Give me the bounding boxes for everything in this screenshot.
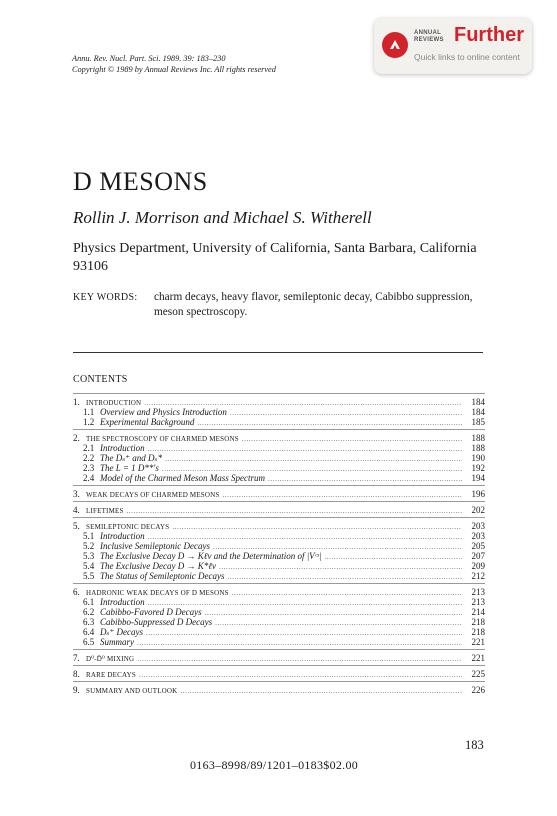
toc-section bbox=[73, 393, 485, 429]
toc-page: 185 bbox=[471, 417, 485, 427]
toc-label: WEAK DECAYS OF CHARMED MESONS bbox=[86, 491, 220, 499]
toc-page: 184 bbox=[471, 407, 485, 417]
toc-page: 221 bbox=[471, 637, 485, 647]
toc-label: INTRODUCTION bbox=[86, 399, 142, 407]
annual-reviews-logo-icon bbox=[382, 32, 408, 58]
copyright-code: 0163–8998/89/1201–0183$02.00 bbox=[190, 758, 359, 772]
toc-leader-dots bbox=[205, 608, 462, 618]
toc-leader-dots bbox=[219, 562, 462, 572]
toc-label: D⁰-D̄⁰ MIXING bbox=[86, 655, 135, 663]
toc-page: 209 bbox=[471, 561, 485, 571]
toc-page: 202 bbox=[471, 505, 485, 515]
toc-label: SUMMARY AND OUTLOOK bbox=[86, 687, 178, 695]
toc-section bbox=[73, 583, 485, 649]
toc-subentry[interactable] bbox=[73, 417, 485, 427]
toc-subentry[interactable] bbox=[73, 551, 485, 561]
toc-page: 213 bbox=[471, 587, 485, 597]
toc-label: The Dₛ⁺ and Dₛ* bbox=[100, 453, 163, 463]
toc-subentry[interactable] bbox=[73, 607, 485, 617]
toc-entry[interactable] bbox=[73, 669, 485, 679]
toc-number: 2.1 bbox=[83, 443, 95, 453]
toc-leader-dots bbox=[146, 628, 462, 638]
toc-number: 6. bbox=[73, 587, 80, 597]
toc-leader-dots bbox=[127, 506, 462, 516]
toc-subentry[interactable] bbox=[73, 453, 485, 463]
table-of-contents bbox=[73, 393, 485, 697]
toc-number: 8. bbox=[73, 669, 80, 679]
toc-entry[interactable] bbox=[73, 489, 485, 499]
toc-number: 2.4 bbox=[83, 473, 95, 483]
toc-leader-dots bbox=[223, 490, 462, 500]
citation-line-2: Copyright © 1989 by Annual Reviews Inc. All rights reserved bbox=[72, 65, 276, 74]
toc-label: Overview and Physics Introduction bbox=[100, 407, 227, 417]
toc-entry[interactable] bbox=[73, 587, 485, 597]
toc-subentry[interactable] bbox=[73, 531, 485, 541]
toc-leader-dots bbox=[165, 454, 462, 464]
toc-label: Dₛ⁺ Decays bbox=[100, 627, 144, 637]
toc-section bbox=[73, 517, 485, 583]
toc-page: 214 bbox=[471, 607, 485, 617]
toc-number: 6.1 bbox=[83, 597, 95, 607]
toc-number: 5.5 bbox=[83, 571, 95, 581]
toc-subentry[interactable] bbox=[73, 541, 485, 551]
toc-leader-dots bbox=[242, 434, 462, 444]
toc-page: 190 bbox=[471, 453, 485, 463]
toc-number: 5. bbox=[73, 521, 80, 531]
toc-subentry[interactable] bbox=[73, 561, 485, 571]
toc-label: Introduction bbox=[100, 443, 145, 453]
toc-subentry[interactable] bbox=[73, 637, 485, 647]
toc-leader-dots bbox=[139, 670, 462, 680]
toc-section bbox=[73, 649, 485, 665]
toc-page: 203 bbox=[471, 531, 485, 541]
toc-page: 213 bbox=[471, 597, 485, 607]
toc-label: Model of the Charmed Meson Mass Spectrum bbox=[100, 473, 265, 483]
toc-label: Introduction bbox=[100, 597, 145, 607]
toc-page: 184 bbox=[471, 397, 485, 407]
toc-number: 5.4 bbox=[83, 561, 95, 571]
toc-subentry[interactable] bbox=[73, 617, 485, 627]
toc-label: Summary bbox=[100, 637, 134, 647]
toc-leader-dots bbox=[197, 418, 462, 428]
toc-leader-dots bbox=[232, 588, 462, 598]
toc-page: 226 bbox=[471, 685, 485, 695]
toc-page: 212 bbox=[471, 571, 485, 581]
keywords-text: charm decays, heavy flavor, semileptonic decay, Cabibbo suppression, meson spectroscopy. bbox=[154, 291, 473, 318]
toc-subentry[interactable] bbox=[73, 597, 485, 607]
toc-number: 3. bbox=[73, 489, 80, 499]
toc-number: 5.2 bbox=[83, 541, 95, 551]
toc-label: SEMILEPTONIC DECAYS bbox=[86, 523, 170, 531]
toc-label: THE SPECTROSCOPY OF CHARMED MESONS bbox=[86, 435, 239, 443]
toc-number: 2. bbox=[73, 433, 80, 443]
toc-subentry[interactable] bbox=[73, 407, 485, 417]
toc-label: Experimental Background bbox=[100, 417, 195, 427]
toc-label: Inclusive Semileptonic Decays bbox=[100, 541, 210, 551]
toc-section bbox=[73, 501, 485, 517]
toc-number: 5.1 bbox=[83, 531, 95, 541]
article-authors: Rollin J. Morrison and Michael S. Witherell bbox=[73, 208, 372, 227]
toc-number: 1. bbox=[73, 397, 80, 407]
toc-label: The L = 1 D**'s bbox=[100, 463, 159, 473]
toc-subentry[interactable] bbox=[73, 473, 485, 483]
toc-number: 9. bbox=[73, 685, 80, 695]
toc-page: 192 bbox=[471, 463, 485, 473]
toc-subentry[interactable] bbox=[73, 571, 485, 581]
toc-leader-dots bbox=[137, 638, 462, 648]
toc-section bbox=[73, 665, 485, 681]
toc-section bbox=[73, 681, 485, 697]
keywords-label: KEY WORDS: bbox=[73, 292, 138, 303]
toc-page: 196 bbox=[471, 489, 485, 499]
toc-page: 207 bbox=[471, 551, 485, 561]
toc-page: 203 bbox=[471, 521, 485, 531]
toc-number: 2.2 bbox=[83, 453, 95, 463]
toc-entry[interactable] bbox=[73, 397, 485, 407]
badge-subtitle: Quick links to online content bbox=[414, 52, 520, 62]
toc-section bbox=[73, 429, 485, 485]
page-number: 183 bbox=[465, 738, 484, 752]
toc-subentry[interactable] bbox=[73, 627, 485, 637]
section-divider bbox=[73, 352, 483, 353]
toc-leader-dots bbox=[172, 522, 462, 532]
toc-number: 1.2 bbox=[83, 417, 95, 427]
author-affiliation: Physics Department, University of California, Santa Barbara, California 93106 bbox=[73, 241, 477, 274]
toc-label: The Status of Semileptonic Decays bbox=[100, 571, 225, 581]
further-badge[interactable] bbox=[374, 18, 532, 74]
badge-further-label: Further bbox=[454, 24, 524, 46]
toc-number: 4. bbox=[73, 505, 80, 515]
toc-entry[interactable] bbox=[73, 521, 485, 531]
toc-label: Cabibbo-Suppressed D Decays bbox=[100, 617, 213, 627]
toc-leader-dots bbox=[268, 474, 462, 484]
toc-number: 7. bbox=[73, 653, 80, 663]
toc-leader-dots bbox=[324, 552, 462, 562]
toc-page: 188 bbox=[471, 443, 485, 453]
citation-line-1: Annu. Rev. Nucl. Part. Sci. 1989. 39: 183–230 bbox=[72, 54, 226, 63]
toc-label: Introduction bbox=[100, 531, 145, 541]
toc-label: LIFETIMES bbox=[86, 507, 124, 515]
toc-entry[interactable] bbox=[73, 685, 485, 695]
toc-entry[interactable] bbox=[73, 653, 485, 663]
article-title: D MESONS bbox=[73, 167, 208, 196]
toc-label: The Exclusive Decay D → Kℓv and the Determination of |Vᶜˢ| bbox=[100, 551, 322, 561]
toc-number: 6.3 bbox=[83, 617, 95, 627]
toc-page: 194 bbox=[471, 473, 485, 483]
toc-number: 6.2 bbox=[83, 607, 95, 617]
toc-number: 1.1 bbox=[83, 407, 95, 417]
toc-number: 5.3 bbox=[83, 551, 95, 561]
toc-subentry[interactable] bbox=[73, 443, 485, 453]
toc-leader-dots bbox=[227, 572, 462, 582]
toc-number: 2.3 bbox=[83, 463, 95, 473]
toc-number: 6.5 bbox=[83, 637, 95, 647]
toc-leader-dots bbox=[148, 444, 462, 454]
toc-entry[interactable] bbox=[73, 433, 485, 443]
toc-page: 218 bbox=[471, 617, 485, 627]
toc-label: Cabibbo-Favored D Decays bbox=[100, 607, 202, 617]
toc-leader-dots bbox=[230, 408, 462, 418]
toc-subentry[interactable] bbox=[73, 463, 485, 473]
toc-leader-dots bbox=[137, 654, 462, 664]
toc-label: The Exclusive Decay D → K*ℓv bbox=[100, 561, 216, 571]
toc-section bbox=[73, 485, 485, 501]
toc-page: 188 bbox=[471, 433, 485, 443]
toc-leader-dots bbox=[215, 618, 462, 628]
toc-leader-dots bbox=[180, 686, 462, 696]
contents-heading: CONTENTS bbox=[73, 374, 128, 385]
toc-page: 225 bbox=[471, 669, 485, 679]
toc-page: 205 bbox=[471, 541, 485, 551]
toc-page: 221 bbox=[471, 653, 485, 663]
toc-label: RARE DECAYS bbox=[86, 671, 136, 679]
journal-citation bbox=[72, 53, 276, 75]
toc-entry[interactable] bbox=[73, 505, 485, 515]
toc-number: 6.4 bbox=[83, 627, 95, 637]
toc-label: HADRONIC WEAK DECAYS OF D MESONS bbox=[86, 589, 229, 597]
toc-page: 218 bbox=[471, 627, 485, 637]
badge-brand-text: ANNUAL REVIEWS bbox=[414, 30, 444, 43]
